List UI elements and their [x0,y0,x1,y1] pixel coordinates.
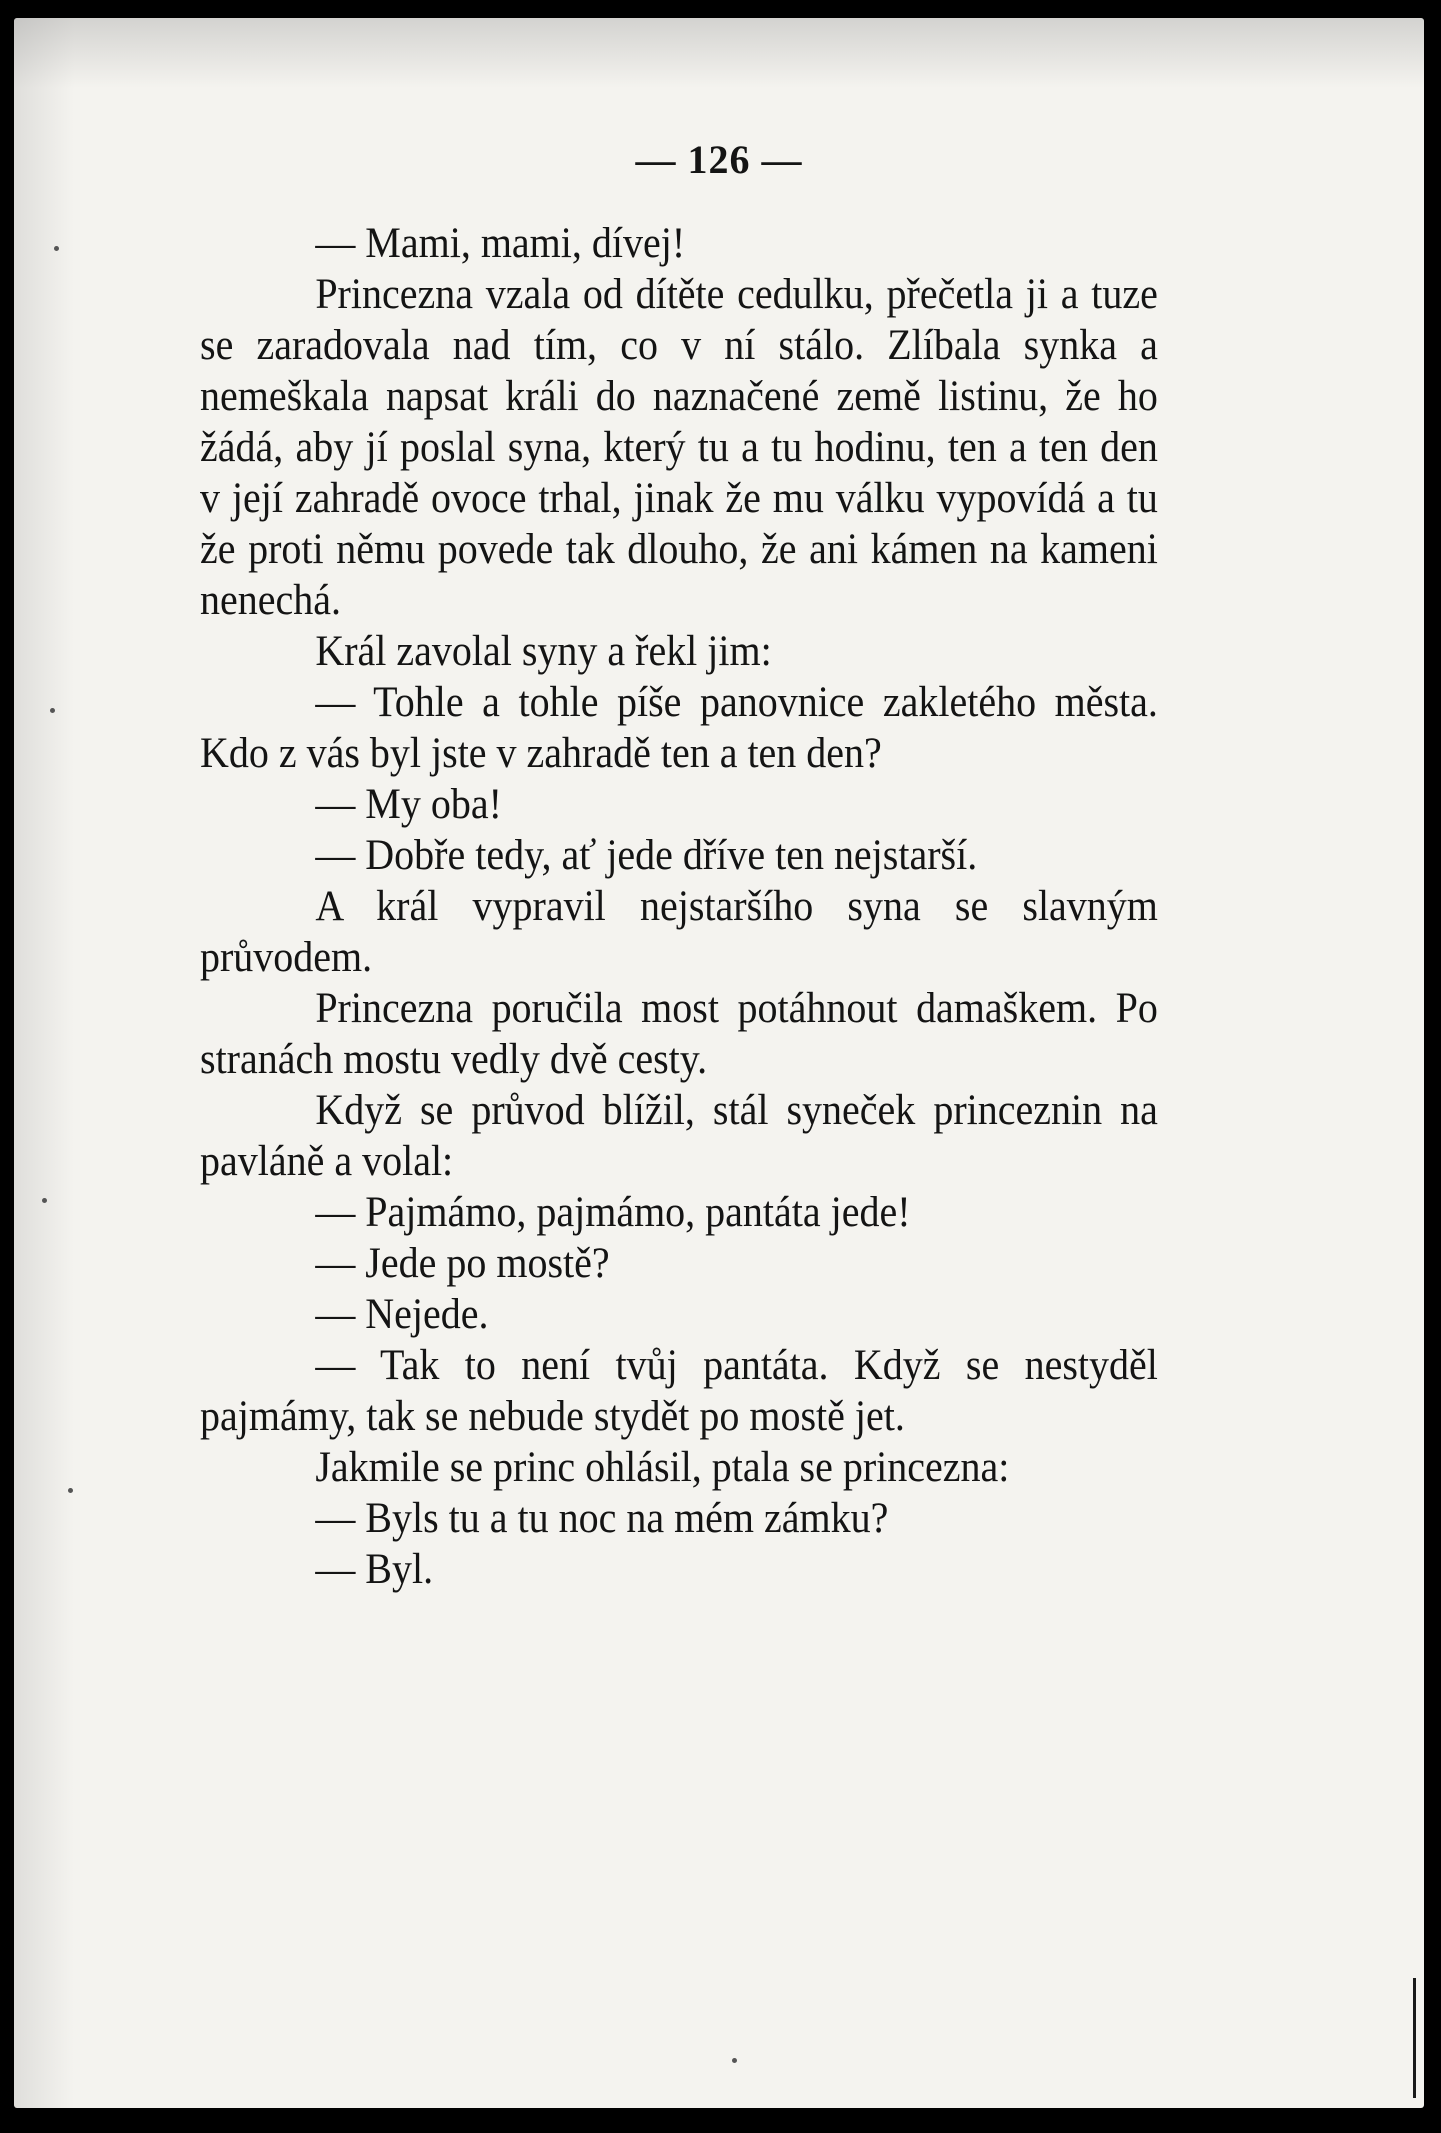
scan-speck [54,246,59,251]
page-edge-mark [1413,1978,1416,2098]
paragraph: — Tohle a tohle píše panovnice zakletého města. Kdo z vás byl jste v zahradě ten a ten den? [200,679,1158,777]
paragraph: — Jede po mostě? [315,1240,610,1287]
scan-speck [50,708,55,713]
paragraph: Když se průvod blížil, stál syneček princeznin na pavláně a volal: [200,1087,1158,1185]
paragraph: — Tak to není tvůj pantáta. Když se nestyděl pajmámy, tak se nebude stydět po mostě jet. [200,1342,1158,1440]
paragraph: A král vypravil nejstaršího syna se slavným průvodem. [200,883,1158,981]
body-text [200,218,1158,1595]
paragraph: — Byls tu a tu noc na mém zámku? [315,1495,889,1542]
page-left-shadow [14,18,74,2108]
paragraph: — Pajmámo, pajmámo, pantáta jede! [315,1189,911,1236]
page-top-shadow [14,18,1424,88]
paragraph: Jakmile se princ ohlásil, ptala se princezna: [315,1444,1010,1491]
paragraph: — Mami, mami, dívej! [315,220,686,267]
scan-speck [42,1198,47,1203]
paragraph: Král zavolal syny a řekl jim: [315,628,772,675]
scan-speck [68,1488,73,1493]
paragraph: Princezna vzala od dítěte cedulku, přečetla ji a tuze se zaradovala nad tím, co v ní stálo. Zlíbala synka a nemeškala napsat králi do naznačené země listinu, že ho žádá, aby jí poslal syna, který tu a tu hodinu, ten a ten den v její zahradě ovoce trhal, jinak že mu válku vypovídá a tu že proti němu povede tak dlouho, že ani kámen na kameni nenechá. [200,271,1158,624]
scan-speck [732,2058,737,2063]
paragraph: — Dobře tedy, ať jede dříve ten nejstarší. [315,832,978,879]
book-page [14,18,1424,2108]
paragraph: — Nejede. [315,1291,489,1338]
paragraph: — My oba! [315,781,502,828]
paragraph: Princezna poručila most potáhnout damaškem. Po stranách mostu vedly dvě cesty. [200,985,1158,1083]
paragraph: — Byl. [315,1546,434,1593]
page-number: — 126 — [635,137,803,182]
